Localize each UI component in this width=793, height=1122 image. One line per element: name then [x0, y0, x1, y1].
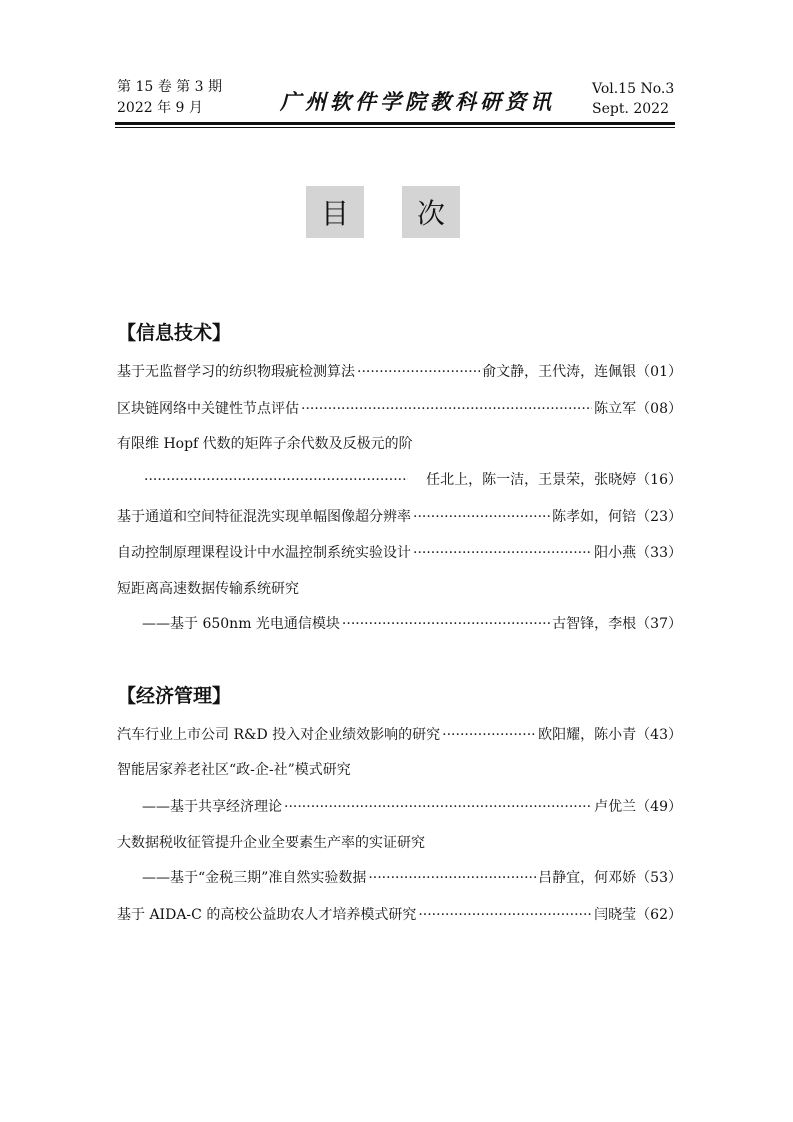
leader-dots [301, 401, 592, 417]
leader-dots [442, 727, 536, 743]
toc-entry[interactable] [142, 469, 682, 489]
entry-subtitle: ——基于“金税三期”准自然实验数据 [142, 870, 367, 886]
leader-dots [418, 907, 592, 923]
leader-dots [368, 870, 536, 886]
toc-entry[interactable] [117, 398, 682, 418]
issue-volume-en: Vol.15 No.3 [592, 81, 675, 97]
toc-entry[interactable] [117, 904, 682, 924]
entry-authors: 陈立军（08） [594, 401, 682, 417]
entry-title[interactable]: 智能居家养老社区“政-企-社”模式研究 [117, 762, 351, 778]
issue-date-en: Sept. 2022 [592, 101, 669, 117]
entry-title: 区块链网络中关键性节点评估 [117, 401, 299, 417]
toc-entry[interactable] [142, 796, 682, 816]
issue-volume: 第 15 卷 第 3 期 [117, 79, 222, 95]
entry-title: 基于 AIDA-C 的高校公益助农人才培养模式研究 [117, 907, 417, 923]
entry-title: 自动控制原理课程设计中水温控制系统实验设计 [117, 545, 411, 561]
issue-info-en [592, 79, 674, 119]
entry-authors: 古智锋，李根（37） [552, 616, 682, 632]
issue-info [117, 77, 222, 119]
section-title-econ: 【经济管理】 [117, 685, 232, 707]
toc-entry[interactable] [117, 361, 682, 381]
issue-date: 2022 年 9 月 [117, 100, 203, 116]
section-title-it: 【信息技术】 [117, 322, 232, 344]
entry-authors: 吕静宜，何邓娇（53） [538, 870, 682, 886]
header-rule [115, 122, 675, 125]
leader-dots [413, 509, 550, 525]
entry-title: 基于通道和空间特征混洗实现单幅图像超分辨率 [117, 509, 411, 525]
toc-entry[interactable] [117, 542, 682, 562]
entry-title[interactable]: 大数据税收征管提升企业全要素生产率的实证研究 [117, 835, 425, 851]
entry-authors: 欧阳耀，陈小青（43） [538, 727, 682, 743]
journal-title: 广州软件学院教科研资讯 [280, 89, 555, 114]
entry-authors: 陈孝如，何锫（23） [552, 509, 682, 525]
header-rule-thin [115, 127, 675, 128]
entry-title[interactable]: 有限维 Hopf 代数的矩阵子余代数及反极元的阶 [117, 436, 413, 452]
toc-entry[interactable] [142, 867, 682, 887]
toc-title-char-1: 目 [306, 186, 364, 238]
toc-entry[interactable] [117, 506, 682, 526]
entry-subtitle: ——基于 650nm 光电通信模块 [142, 616, 340, 632]
entry-authors: 闫晓莹（62） [594, 907, 682, 923]
entry-authors: 阳小燕（33） [594, 545, 682, 561]
entry-title: 基于无监督学习的纺织物瑕疵检测算法 [117, 364, 355, 380]
entry-authors: 俞文静，王代涛，连佩银（01） [482, 364, 682, 380]
entry-title: 汽车行业上市公司 R&D 投入对企业绩效影响的研究 [117, 727, 441, 743]
toc-title-char-2: 次 [402, 186, 460, 238]
entry-authors: 任北上，陈一洁，王景荣，张晓婷（16） [426, 472, 682, 488]
toc-entry[interactable] [142, 613, 682, 633]
leader-dots [342, 616, 550, 632]
toc-entry[interactable] [117, 724, 682, 744]
entry-authors: 卢优兰（49） [594, 799, 682, 815]
leader-dots [284, 799, 592, 815]
leader-dots [413, 545, 592, 561]
entry-title[interactable]: 短距离高速数据传输系统研究 [117, 581, 299, 597]
leader-dots [144, 472, 408, 488]
entry-subtitle: ——基于共享经济理论 [142, 799, 282, 815]
leader-dots [357, 364, 480, 380]
